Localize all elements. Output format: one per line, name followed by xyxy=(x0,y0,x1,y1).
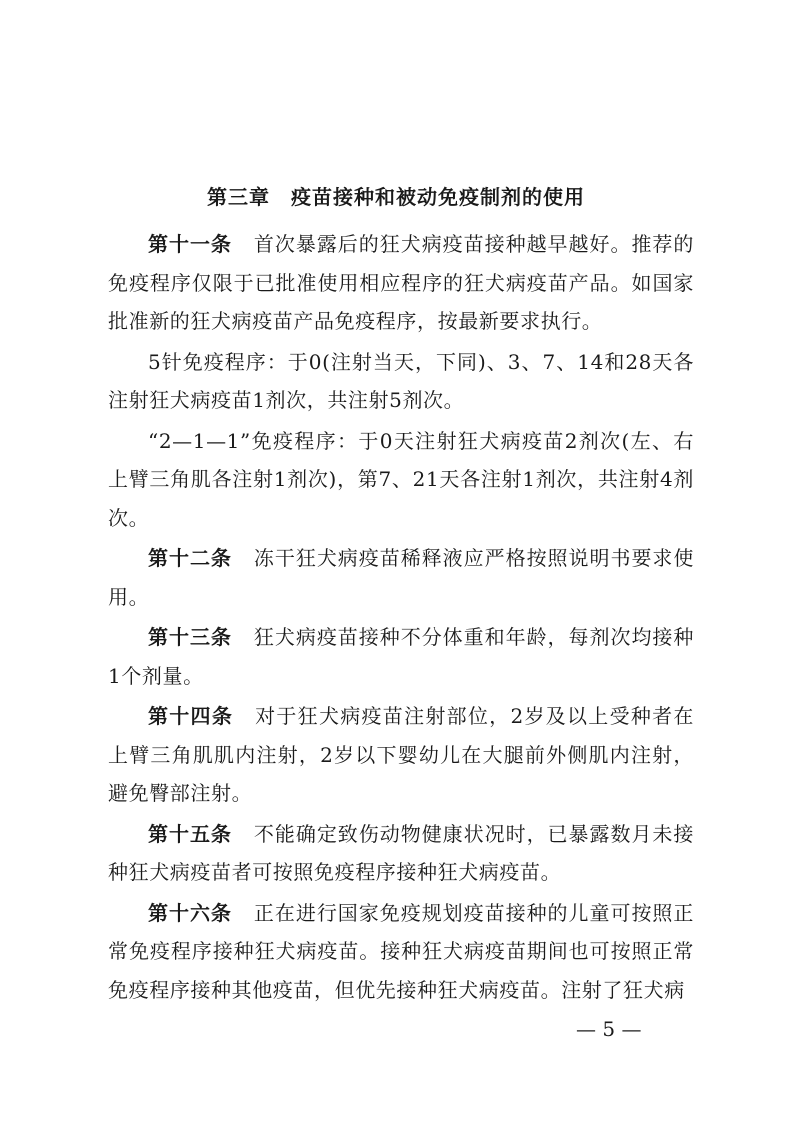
paragraph-2-1-1-schedule xyxy=(108,422,694,538)
paragraph-text: “2—1—1”免疫程序：于0天注射狂犬病疫苗2剂次(左、右上臂三角肌各注射1剂次)，第7、21天各注射1剂次，共注射4剂次。 xyxy=(108,428,694,530)
article-text: 不能确定致伤动物健康状况时，已暴露数月未接种狂犬病疫苗者可按照免疫程序接种狂犬病疫苗。 xyxy=(108,821,694,884)
article-number: 第十一条 xyxy=(148,232,232,256)
article-13 xyxy=(108,618,694,695)
article-12 xyxy=(108,539,694,616)
article-number: 第十六条 xyxy=(148,900,232,925)
article-11 xyxy=(108,225,694,341)
paragraph-text: 5针免疫程序：于0(注射当天，下同)、3、7、14和28天各注射狂犬病疫苗1剂次，共注射5剂次。 xyxy=(108,349,694,412)
article-text: 正在进行国家免疫规划疫苗接种的儿童可按照正常免疫程序接种狂犬病疫苗。接种狂犬病疫苗期间也可按照正常免疫程序接种其他疫苗，但优先接种狂犬病疫苗。注射了狂犬病 xyxy=(108,900,694,1002)
paragraph-five-dose-schedule xyxy=(108,343,694,420)
article-number: 第十二条 xyxy=(148,546,232,570)
article-text: 首次暴露后的狂犬病疫苗接种越早越好。推荐的免疫程序仅限于已批准使用相应程序的狂犬病疫苗产品。如国家批准新的狂犬病疫苗产品免疫程序，按最新要求执行。 xyxy=(108,232,694,333)
article-number: 第十四条 xyxy=(148,704,234,728)
article-text: 狂犬病疫苗接种不分体重和年龄，每剂次均接种1个剂量。 xyxy=(108,625,694,688)
article-14 xyxy=(108,697,694,813)
article-16 xyxy=(108,894,694,1010)
chapter-title: 第三章 疫苗接种和被动免疫制剂的使用 xyxy=(207,185,585,209)
article-text: 对于狂犬病疫苗注射部位，2岁及以上受种者在上臂三角肌肌内注射，2岁以下婴幼儿在大腿前外侧肌内注射，避免臀部注射。 xyxy=(108,704,695,805)
body-text xyxy=(108,225,694,1011)
article-15 xyxy=(108,815,694,892)
article-number: 第十三条 xyxy=(148,625,232,649)
page-number: — 5 — xyxy=(576,1017,642,1041)
article-number: 第十五条 xyxy=(148,821,232,846)
article-text: 冻干狂犬病疫苗稀释液应严格按照说明书要求使用。 xyxy=(108,546,694,609)
